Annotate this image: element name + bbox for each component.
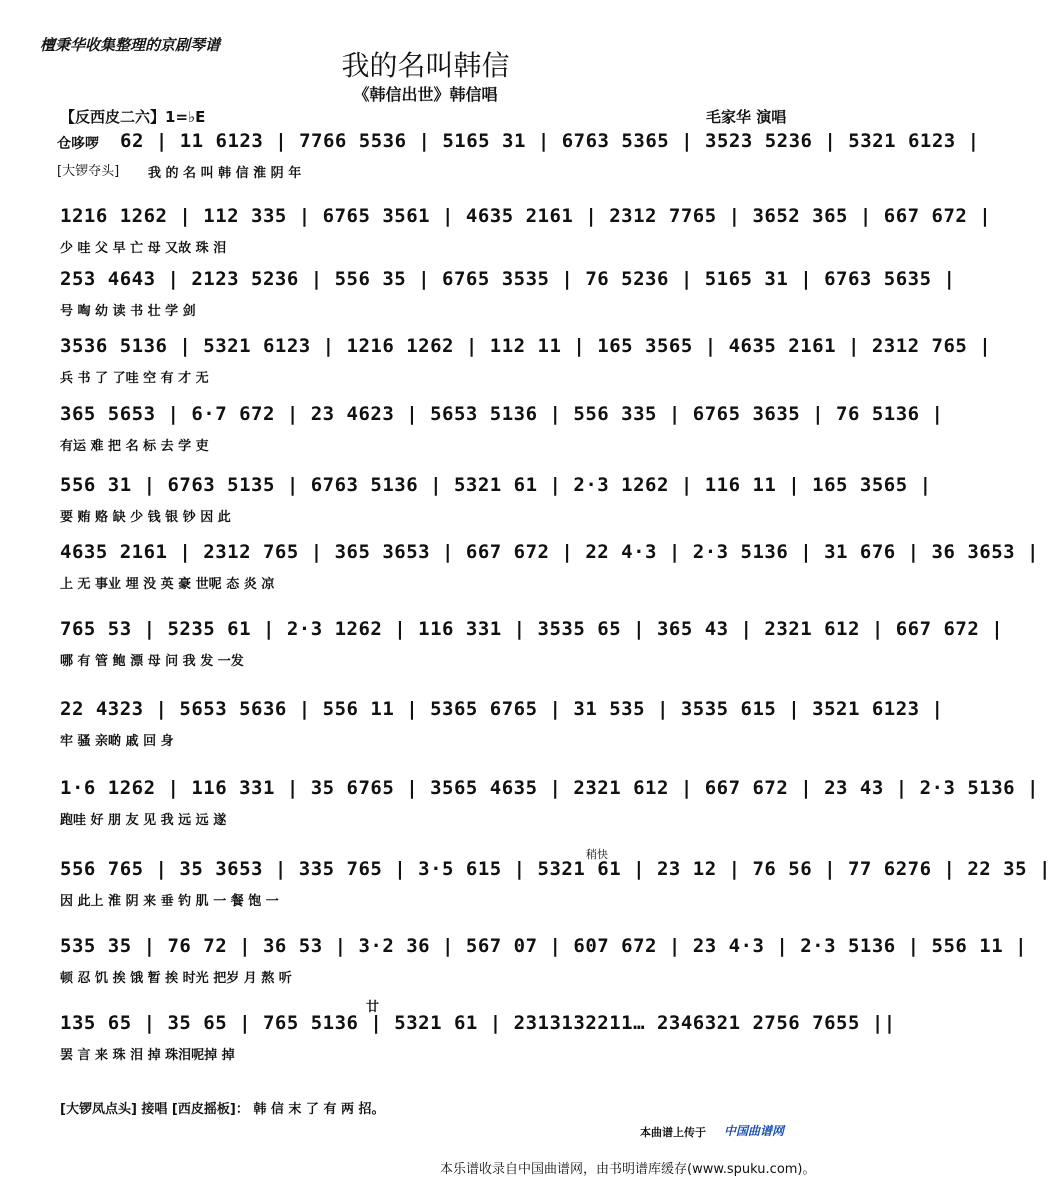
gong-label: [大锣夺头] [57,164,120,179]
collector-caption: 檀秉华收集整理的京剧琴谱 [40,36,221,54]
notation-line: 1216 1262 | 112 335 | 6765 3561 | 4635 2161 | 2312 7765 | 3652 365 | 667 672 | [60,205,992,227]
song-title: 我的名叫韩信 [341,49,510,82]
lyric-line: 上 无 事业 埋 没 英 豪 世呢 态 炎 凉 [60,577,275,592]
notation-line: 556 31 | 6763 5135 | 6763 5136 | 5321 61 | 2·3 1262 | 116 11 | 165 3565 | [60,474,932,496]
lyric-line: 因 此上 淮 阴 来 垂 钓 肌 一 餐 饱 一 [60,894,279,909]
site-logo: 中国曲谱网 [724,1124,785,1138]
lyric-line: 牢 骚 亲啲 戚 回 身 [60,734,174,749]
key-signature: 【反西皮二六】1=♭E [60,108,206,126]
lyric-line: 顿 忍 饥 挨 饿 暂 挨 时光 把岁 月 熬 听 [60,971,292,986]
lyric-line: 有运 难 把 名 标 去 学 吏 [60,439,209,454]
fermata-mark: 廿 [366,1000,380,1015]
lyric-line: 我 的 名 叫 韩 信 淮 阴 年 [148,166,302,181]
singer-credit: 毛家华 演唱 [706,108,787,126]
lyric-line: 跑哇 好 朋 友 见 我 远 远 遂 [60,813,227,828]
upload-caption: 本曲谱上传于 [640,1126,706,1139]
notation-line: 62 | 11 6123 | 7766 5536 | 5165 31 | 6763 5365 | 3523 5236 | 5321 6123 | [120,130,980,152]
notation-line: 535 35 | 76 72 | 36 53 | 3·2 36 | 567 07 | 607 672 | 23 4·3 | 2·3 5136 | 556 11 | [60,935,1028,957]
notation-line: 365 5653 | 6·7 672 | 23 4623 | 5653 5136 | 556 335 | 6765 3635 | 76 5136 | [60,403,944,425]
notation-line: 135 65 | 35 65 | 765 5136 | 5321 61 | 2313132211… 2346321 2756 7655 || [60,1012,896,1034]
lyric-line: 要 贿 赂 缺 少 钱 银 钞 因 此 [60,510,231,525]
notation-line: 22 4323 | 5653 5636 | 556 11 | 5365 6765 | 31 535 | 3535 615 | 3521 6123 | [60,698,944,720]
lyric-line: 罢 言 来 珠 泪 掉 珠泪呢掉 掉 [60,1048,235,1063]
lyric-line: 哪 有 管 鲍 漂 母 问 我 发 一发 [60,654,244,669]
notation-line: 253 4643 | 2123 5236 | 556 35 | 6765 3535 | 76 5236 | 5165 31 | 6763 5635 | [60,268,956,290]
tempo-mark: 稍快 [586,848,608,861]
lyric-line: 号 啕 幼 读 书 壮 学 剑 [60,304,196,319]
notation-line: 1·6 1262 | 116 331 | 35 6765 | 3565 4635 | 2321 612 | 667 672 | 23 43 | 2·3 5136 | [60,777,1039,799]
song-subtitle: 《韩信出世》韩信唱 [353,85,498,104]
notation-line: 4635 2161 | 2312 765 | 365 3653 | 667 672 | 22 4·3 | 2·3 5136 | 31 676 | 36 3653 | [60,541,1039,563]
footer-credit: 本乐谱收录自中国曲谱网，由书明谱库缓存(www.spuku.com)。 [440,1162,816,1177]
lyric-line: 少 哇 父 早 亡 母 又故 珠 泪 [60,241,227,256]
notation-line: 556 765 | 35 3653 | 335 765 | 3·5 615 | 5321 61 | 23 12 | 76 56 | 77 6276 | 22 35 | [60,858,1051,880]
notation-line: 3536 5136 | 5321 6123 | 1216 1262 | 112 11 | 165 3565 | 4635 2161 | 2312 765 | [60,335,992,357]
notation-line: 765 53 | 5235 61 | 2·3 1262 | 116 331 | 3535 65 | 365 43 | 2321 612 | 667 672 | [60,618,1004,640]
percussion-label: 仓哆啰 [57,136,99,152]
continuation-note: [大锣凤点头] 接唱 [西皮摇板]： 韩 信 末 了 有 两 招。 [60,1102,385,1117]
lyric-line: 兵 书 了 了哇 空 有 才 无 [60,371,209,386]
